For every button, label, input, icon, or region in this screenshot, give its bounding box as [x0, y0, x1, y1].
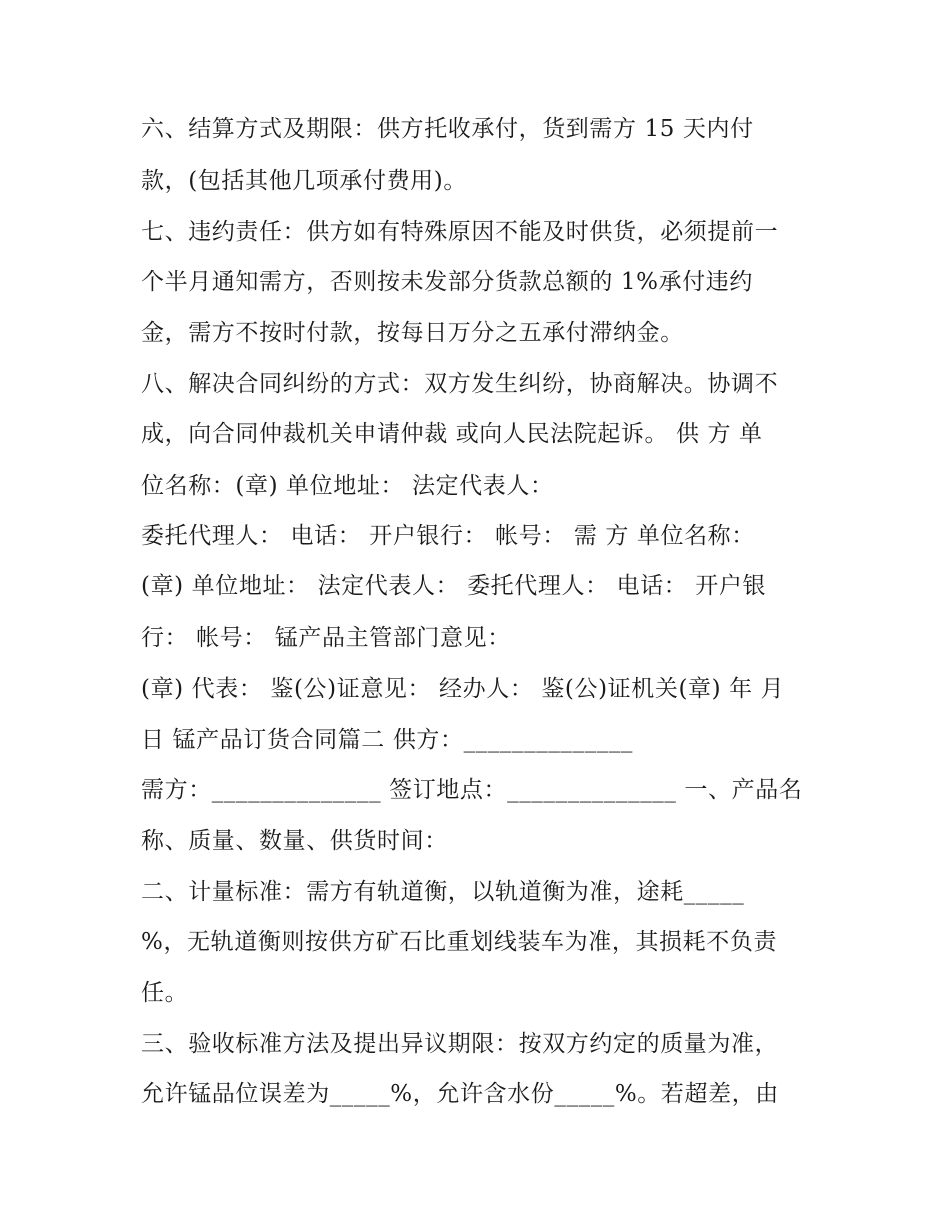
text-line: 八、解决合同纠纷的方式：双方发生纠纷，协商解决。协调不	[141, 371, 779, 397]
text-line: 位名称：(章) 单位地址： 法定代表人：	[141, 473, 554, 499]
text-line: 称、质量、数量、供货时间：	[141, 828, 448, 854]
text-line: 金，需方不按时付款，按每日万分之五承付滞纳金。	[141, 320, 684, 346]
text-line: (章) 代表： 鉴(公)证意见： 经办人： 鉴(公)证机关(章) 年 月	[141, 676, 785, 702]
text-line: 行： 帐号： 锰产品主管部门意见：	[141, 625, 511, 651]
text-line: 二、计量标准：需方有轨道衡，以轨道衡为准，途耗_____	[141, 879, 745, 905]
text-line: 成，向合同仲裁机关申请仲裁 或向人民法院起诉。 供 方 单	[141, 421, 763, 447]
text-line: 需方：______________ 签订地点：______________ 一、产品名	[141, 777, 803, 803]
text-line: %，无轨道衡则按供方矿石比重划线装车为准，其损耗不负责	[141, 929, 778, 955]
text-line: 日 锰产品订货合同篇二 供方：______________	[141, 727, 634, 753]
text-line: 允许锰品位误差为_____%，允许含水份_____%。若超差，由	[141, 1081, 779, 1107]
text-line: 六、结算方式及期限：供方托收承付，货到需方 15 天内付	[141, 116, 754, 142]
text-line: 七、违约责任：供方如有特殊原因不能及时供货，必须提前一	[141, 219, 779, 245]
text-line: 委托代理人： 电话： 开户银行： 帐号： 需 方 单位名称：	[141, 523, 755, 549]
text-line: 款，(包括其他几项承付费用)。	[141, 168, 467, 194]
text-line: 三、验收标准方法及提出异议期限：按双方约定的质量为准，	[141, 1031, 779, 1057]
text-line: 个半月通知需方，否则按未发部分货款总额的 1%承付违约	[141, 269, 753, 295]
text-line: (章) 单位地址： 法定代表人： 委托代理人： 电话： 开户银	[141, 573, 767, 599]
text-line: 任。	[141, 980, 189, 1006]
